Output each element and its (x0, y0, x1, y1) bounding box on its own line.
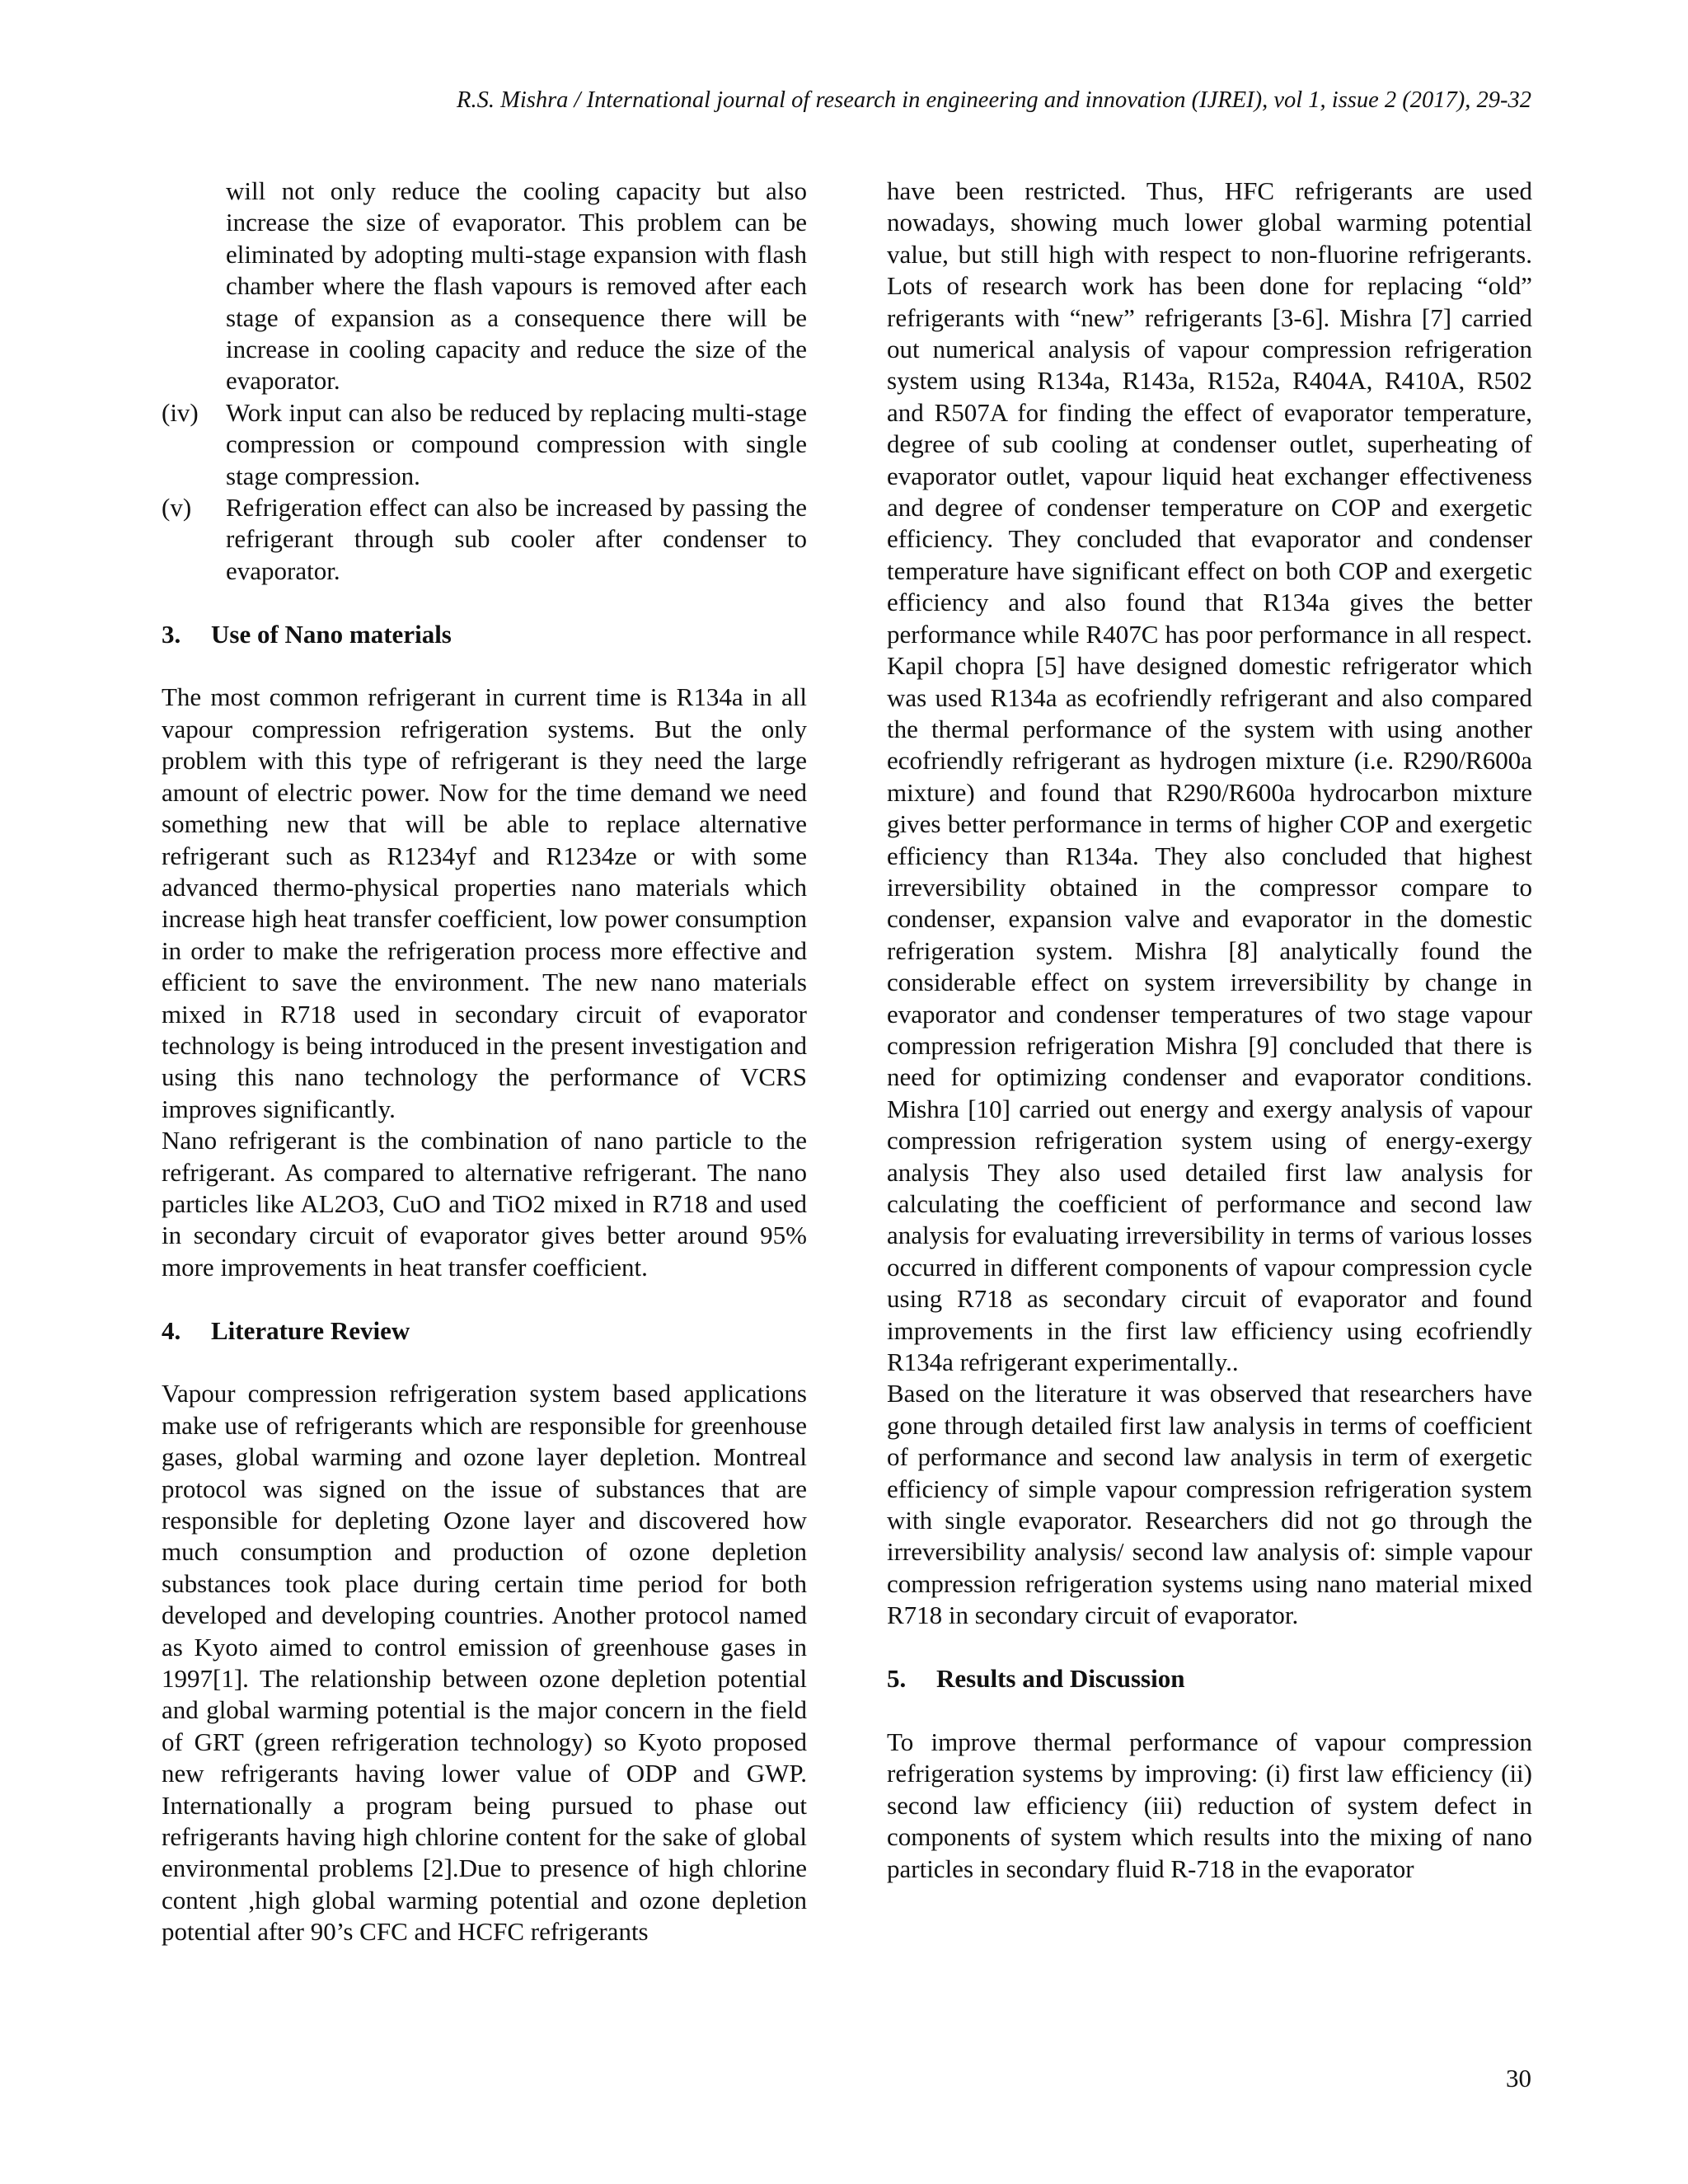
section-5-heading (887, 1663, 1532, 1694)
page-number: 30 (1506, 2064, 1531, 2093)
literature-summary-paragraph: Based on the literature it was observed that researchers have gone through detailed first law analysis in terms of coefficient of performance and second law analysis in term of exergetic efficiency of simple vapour compression refrigeration system with single evaporator. Researchers did not go through the irreversibility analysis/ second law analysis of: simple vapour compression refrigeration systems using nano material mixed R718 in secondary circuit of evaporator. (887, 1379, 1532, 1630)
section-3-heading (162, 619, 807, 650)
continued-paragraph: will not only reduce the cooling capacity but also increase the size of evaporator. This problem can be eliminated by adopting multi-stage expansion with flash chamber where the flash vapours is removed after each stage of expansion as a consequence there will be increase in cooling capacity and reduce the size of the evaporator. (226, 176, 807, 396)
section-3-paragraph-1: The most common refrigerant in current time is R134a in all vapour compression refrigeration systems. But the only problem with this type of refrigerant is they need the large amount of electric power. Now for the time demand we need something new that will be able to replace alternative refrigerant such as R1234yf and R1234ze or with some advanced thermo-physical properties nano materials which increase high heat transfer coefficient, low power consumption in order to make the refrigeration process more effective and efficient to save the environment. The new nano materials mixed in R718 used in secondary circuit of evaporator technology is being introduced in the present investigation and using this nano technology the performance of VCRS improves significantly. (162, 682, 807, 1123)
section-number: 3. (162, 619, 181, 649)
list-text: Work input can also be reduced by replacing multi-stage compression or compound compression with single stage compression. (226, 397, 807, 490)
section-title: Literature Review (211, 1315, 410, 1345)
list-item-v (162, 492, 807, 587)
section-4-heading (162, 1315, 807, 1347)
list-number: (iv) (162, 397, 199, 427)
section-title: Use of Nano materials (211, 619, 452, 649)
left-column (162, 176, 807, 1948)
list-text: Refrigeration effect can also be increased by passing the refrigerant through sub cooler after condenser to evaporator. (226, 493, 807, 585)
literature-paragraph: have been restricted. Thus, HFC refrigerants are used nowadays, showing much lower global warming potential value, but still high with respect to non-fluorine refrigerants. Lots of research work has been done for replacing “old” refrigerants with “new” refrigerants [3-6]. Mishra [7] carried out numerical analysis of vapour compression refrigeration system using R134a, R143a, R152a, R404A, R410A, R502 and R507A for finding the effect of evaporator temperature, degree of sub cooling at condenser outlet, superheating of evaporator outlet, vapour liquid heat exchanger effectiveness and degree of condenser temperature on COP and exergetic efficiency. They concluded that evaporator and condenser temperature have significant effect on both COP and exergetic efficiency and also found that R134a gives the better performance while R407C has poor performance in all respect. Kapil chopra [5] have designed domestic refrigerator which was used R134a as ecofriendly refrigerant and also compared the thermal performance of the system with using another ecofriendly refrigerant as hydrogen mixture (i.e. R290/R600a mixture) and found that R290/R600a hydrocarbon mixture gives better performance in terms of higher COP and exergetic efficiency than R134a. They also concluded that highest irreversibility obtained in the compressor compare to condenser, expansion valve and evaporator in the domestic refrigeration system. Mishra [8] analytically found the considerable effect on system irreversibility by change in evaporator and condenser temperatures of two stage vapour compression refrigeration Mishra [9] concluded that there is need for optimizing condenser and evaporator conditions. Mishra [10] carried out energy and exergy analysis of vapour compression refrigeration system using of energy-exergy analysis They also used detailed first law analysis for calculating the coefficient of performance and second law analysis for evaluating irreversibility in terms of various losses occurred in different components of vapour compression cycle using R718 as secondary circuit of evaporator and found improvements in the first law efficiency using ecofriendly R134a refrigerant experimentally.. (887, 176, 1532, 1377)
section-3-paragraph-2: Nano refrigerant is the combination of nano particle to the refrigerant. As compared to alternative refrigerant. The nano particles like AL2O3, CuO and TiO2 mixed in R718 and used in secondary circuit of evaporator gives better around 95% more improvements in heat transfer coefficient. (162, 1126, 807, 1282)
running-header: R.S. Mishra / International journal of research in engineering and innovation (IJREI), vol 1, issue 2 (2017), 29-32 (457, 87, 1531, 113)
section-number: 4. (162, 1315, 181, 1345)
section-number: 5. (887, 1664, 907, 1694)
list-item-iv (162, 397, 807, 492)
section-5-paragraph-1: To improve thermal performance of vapour compression refrigeration systems by improving: (i) first law efficiency (ii) second law efficiency (iii) reduction of system defect in components of system which results into the mixing of nano particles in secondary fluid R-718 in the evaporator (887, 1727, 1532, 1883)
section-title: Results and Discussion (936, 1664, 1185, 1694)
list-number: (v) (162, 493, 192, 523)
right-column (887, 176, 1532, 1885)
section-4-paragraph-1: Vapour compression refrigeration system based applications make use of refrigerants which are responsible for greenhouse gases, global warming and ozone layer depletion. Montreal protocol was signed on the issue of substances that are responsible for depleting Ozone layer and discovered how much consumption and production of ozone depletion substances took place during certain time period for both developed and developing countries. Another protocol named as Kyoto aimed to control emission of greenhouse gases in 1997[1]. The relationship between ozone depletion potential and global warming potential is the major concern in the field of GRT (green refrigeration technology) so Kyoto proposed new refrigerants having lower value of ODP and GWP. Internationally a program being pursued to phase out refrigerants having high chlorine content for the sake of global environmental problems [2].Due to presence of high chlorine content ,high global warming potential and ozone depletion potential after 90’s CFC and HCFC refrigerants (162, 1379, 807, 1947)
